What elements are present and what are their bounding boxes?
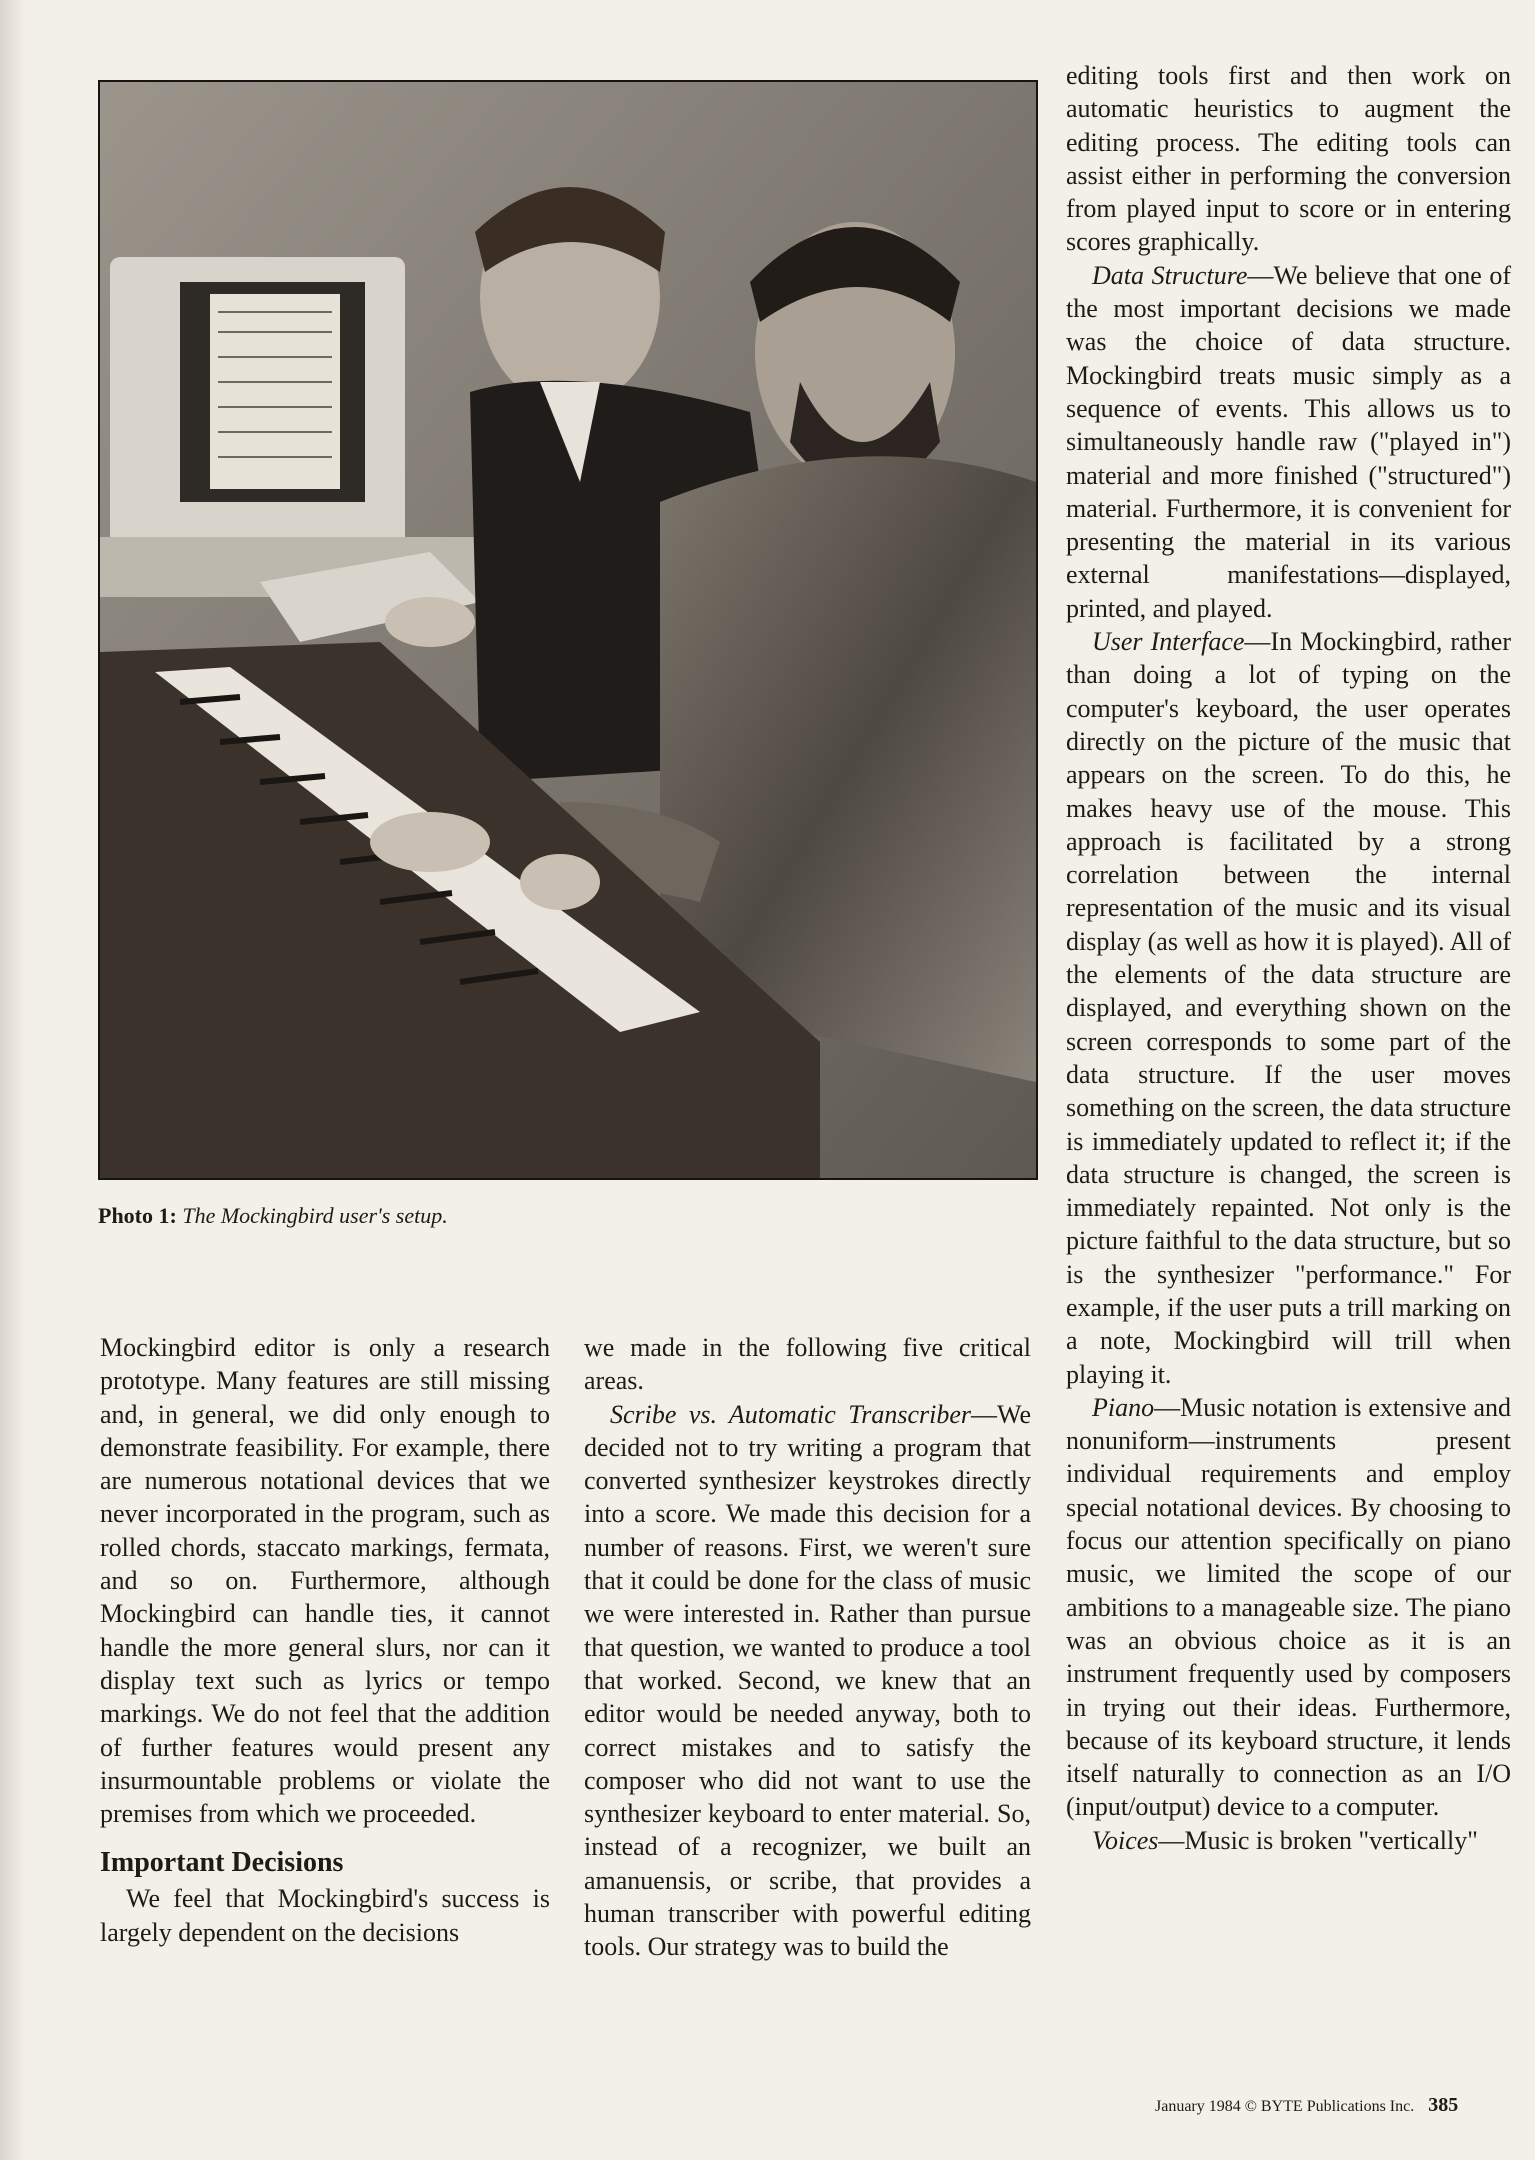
scribe-title: Scribe vs. Automatic Transcriber bbox=[610, 1399, 971, 1429]
left-paragraph-2: We feel that Mockingbird's success is largely dependent on the decisions bbox=[100, 1884, 550, 1947]
middle-paragraph-2 bbox=[584, 1398, 1031, 1964]
right-column bbox=[1066, 59, 1511, 1857]
left-column bbox=[100, 1331, 550, 1949]
page-footer bbox=[1155, 2094, 1458, 2117]
piano-title: Piano bbox=[1092, 1392, 1155, 1422]
right-paragraph-2 bbox=[1066, 259, 1511, 625]
data-structure-body: —We believe that one of the most important decisions we made was the choice of data structure. Mockingbird treats music simply as a sequence of events. This allows us to simultaneously handle raw ("played in") material and more finished ("structured") material. Furthermore, it is convenient for presenting the material in its various external manifestations—displayed, printed, and played. bbox=[1066, 260, 1511, 623]
right-paragraph-3 bbox=[1066, 625, 1511, 1391]
piano-body: —Music notation is extensive and nonuniform—instruments present individual requirements and employ special notational devices. By choosing to focus our attention specifically on piano music, we limited the scope of our ambitions to a manageable size. The piano was an obvious choice as it is an instrument frequently used by composers in trying out their ideas. Furthermore, because of its keyboard structure, it lends itself naturally to connection as an I/O (input/output) device to a computer. bbox=[1066, 1392, 1511, 1822]
section-heading-important-decisions: Important Decisions bbox=[100, 1847, 344, 1879]
voices-title: Voices bbox=[1092, 1825, 1159, 1855]
page-number: 385 bbox=[1428, 2094, 1459, 2116]
left-paragraph-1: Mockingbird editor is only a research prototype. Many features are still missing and, in general, we did only enough to demonstrate feasibility. For example, there are numerous notational devices that we never incorporated in the program, such as rolled chords, staccato markings, fermata, and so on. Furthermore, although Mockingbird can handle ties, it cannot handle the more general slurs, nor can it display text such as lyrics or tempo markings. We do not feel that the addition of further features would present any insurmountable problems or violate the premises from which we proceeded. bbox=[100, 1333, 550, 1829]
footer-text: January 1984 © BYTE Publications Inc. bbox=[1155, 2098, 1415, 2115]
voices-body: —Music is broken "vertically" bbox=[1158, 1825, 1478, 1855]
caption-label: Photo 1: bbox=[98, 1203, 177, 1228]
middle-column bbox=[584, 1331, 1031, 1964]
photo-caption bbox=[98, 1203, 448, 1229]
user-interface-title: User Interface bbox=[1092, 627, 1245, 657]
photo-illustration bbox=[100, 82, 1036, 1178]
middle-paragraph-1: we made in the following five critical areas. bbox=[584, 1333, 1031, 1396]
scribe-body: —We decided not to try writing a program that converted synthesizer keystrokes directly into a score. We made this decision for a number of reasons. First, we weren't sure that it could be done for the class of music we were interested in. Rather than pursue that question, we wanted to produce a tool that worked. Second, we knew that an editor would be needed anyway, both to correct mistakes and to satisfy the composer who did not want to use the synthesizer keyboard to enter material. So, instead of a recognizer, we built an amanuensis, or scribe, that provides a human transcriber with powerful editing tools. Our strategy was to build the bbox=[584, 1399, 1031, 1962]
data-structure-title: Data Structure bbox=[1092, 260, 1248, 290]
right-paragraph-4 bbox=[1066, 1391, 1511, 1824]
caption-text: The Mockingbird user's setup. bbox=[182, 1203, 448, 1228]
right-paragraph-1: editing tools first and then work on automatic heuristics to augment the editing process. The editing tools can assist either in performing the conversion from played input to score or in entering scores graphically. bbox=[1066, 61, 1511, 257]
page-edge bbox=[0, 0, 26, 2160]
user-interface-body: —In Mockingbird, rather than doing a lot of typing on the computer's keyboard, the user operates directly on the picture of the music that appears on the screen. To do this, he makes heavy use of the mouse. This approach is facilitated by a strong correlation between the internal representation of the music and its visual display (as well as how it is played). All of the elements of the data structure are displayed, and everything shown on the screen corresponds to some part of the data structure. If the user moves something on the screen, the data structure is immediately updated to reflect it; if the data structure is changed, the screen is immediately repainted. Not only is the picture faithful to the data structure, but so is the synthesizer "performance." For example, if the user puts a trill marking on a note, Mockingbird will trill when playing it. bbox=[1066, 627, 1511, 1389]
photo-mockingbird-setup bbox=[98, 80, 1038, 1180]
right-paragraph-5 bbox=[1066, 1824, 1511, 1857]
